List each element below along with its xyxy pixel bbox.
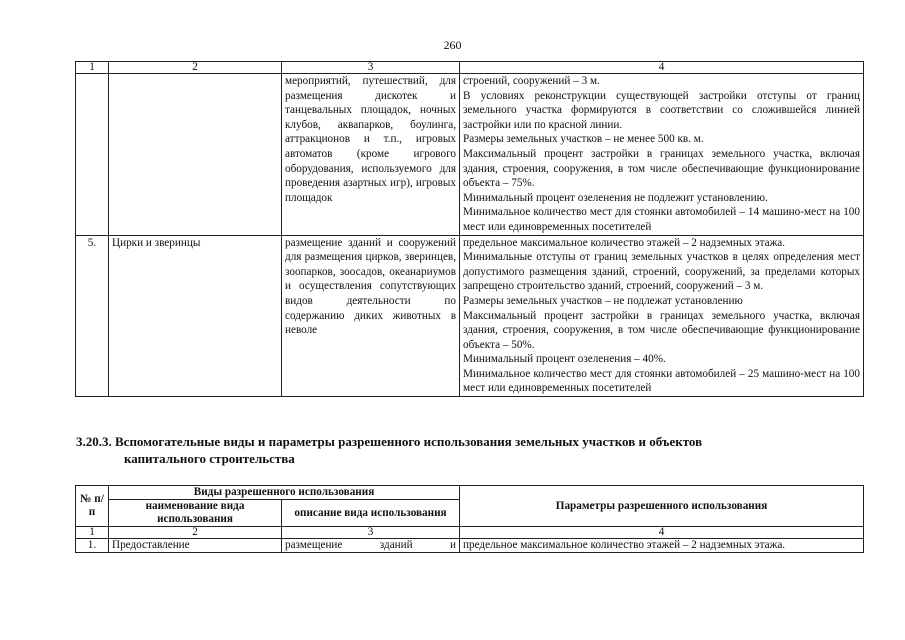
parameter-line: Максимальный процент застройки в границах земельного участка, включая здания, строения, сооружения, в том числе обеспечивающие функционирование объекта – 50%. bbox=[463, 309, 860, 351]
column-number-row bbox=[76, 527, 864, 539]
row-number-cell: 5. bbox=[76, 235, 109, 397]
column-number: 2 bbox=[109, 62, 282, 74]
parameter-line: Максимальный процент застройки в границах земельного участка, включая здания, строения, сооружения, в том числе обеспечивающие функционирование объекта – 75%. bbox=[463, 147, 860, 190]
auxiliary-use-table bbox=[75, 485, 864, 553]
column-number: 2 bbox=[109, 527, 282, 539]
parameters-cell bbox=[460, 235, 864, 397]
section-heading-line: капитального строительства bbox=[124, 451, 295, 466]
column-number: 4 bbox=[460, 527, 864, 539]
header-use-name: наименование вида использования bbox=[109, 500, 282, 527]
parameter-line: предельное максимальное количество этажей – 2 надземных этажа. bbox=[463, 236, 786, 249]
parameter-line: Размеры земельных участков – не подлежат установлению bbox=[463, 294, 743, 307]
parameters-cell: предельное максимальное количество этажей – 2 надземных этажа. bbox=[460, 539, 864, 553]
parameter-line: Минимальное количество мест для стоянки автомобилей – 25 машино-мест на 100 мест или единовременных посетителей bbox=[463, 367, 860, 395]
table-row bbox=[76, 539, 864, 553]
page-number: 260 bbox=[443, 38, 462, 52]
header-parameters: Параметры разрешенного использования bbox=[460, 486, 864, 527]
use-description-cell: размещение зданий и сооружений для размещения цирков, зверинцев, зоопарков, зоосадов, океанариумов и осуществления сопутствующих видов деятельности по содержанию диких животных в неволе bbox=[282, 235, 460, 397]
header-use-types: Виды разрешенного использования bbox=[109, 486, 460, 500]
parameter-line: Минимальный процент озеленения – 40%. bbox=[463, 353, 666, 366]
section-heading-line: 3.20.3. Вспомогательные виды и параметры разрешенного использования земельных участков и объектов bbox=[76, 434, 703, 449]
column-number: 3 bbox=[282, 62, 460, 74]
parameters-cell bbox=[460, 74, 864, 236]
parameter-line: строений, сооружений – 3 м. bbox=[463, 75, 600, 87]
table-row bbox=[76, 74, 864, 236]
column-number: 1 bbox=[76, 62, 109, 74]
table-row bbox=[76, 235, 864, 397]
permitted-use-table bbox=[75, 61, 864, 397]
row-number-cell: 1. bbox=[76, 539, 109, 553]
header-row bbox=[76, 486, 864, 500]
row-number-cell bbox=[76, 74, 109, 236]
section-heading bbox=[76, 433, 876, 467]
parameter-line: Минимальное количество мест для стоянки автомобилей – 14 машино-мест на 100 мест или единовременных посетителей bbox=[463, 206, 860, 233]
use-description-cell: мероприятий, путешествий, для размещения дискотек и танцевальных площадок, ночных клубов, аквапарков, боулинга, аттракционов и т.п., игровых автоматов (кроме игрового оборудования, используемого для проведения азартных игр), игровых площадок bbox=[282, 74, 460, 236]
column-number-row bbox=[76, 62, 864, 74]
column-number: 1 bbox=[76, 527, 109, 539]
header-number: № п/п bbox=[76, 486, 109, 527]
use-name-cell bbox=[109, 74, 282, 236]
parameter-line: Минимальный процент озеленения не подлежит установлению. bbox=[463, 191, 768, 204]
use-description-cell: размещение зданий и bbox=[282, 539, 460, 553]
column-number: 3 bbox=[282, 527, 460, 539]
column-number: 4 bbox=[460, 62, 864, 74]
parameter-line: В условиях реконструкции существующей застройки отступы от границ земельного участка формируются в соответствии со сложившейся линией застройки или по красной линии. bbox=[463, 89, 860, 131]
use-name-cell: Предоставление bbox=[109, 539, 282, 553]
header-use-description: описание вида использования bbox=[282, 500, 460, 527]
parameter-line: Размеры земельных участков – не менее 500 кв. м. bbox=[463, 133, 704, 146]
parameter-line: Минимальные отступы от границ земельных участков в целях определения мест допустимого размещения зданий, строений, сооружений, за пределами которых запрещено строительство зданий, строений, сооружений – 3 м. bbox=[463, 251, 860, 293]
use-name-cell: Цирки и зверинцы bbox=[109, 235, 282, 397]
